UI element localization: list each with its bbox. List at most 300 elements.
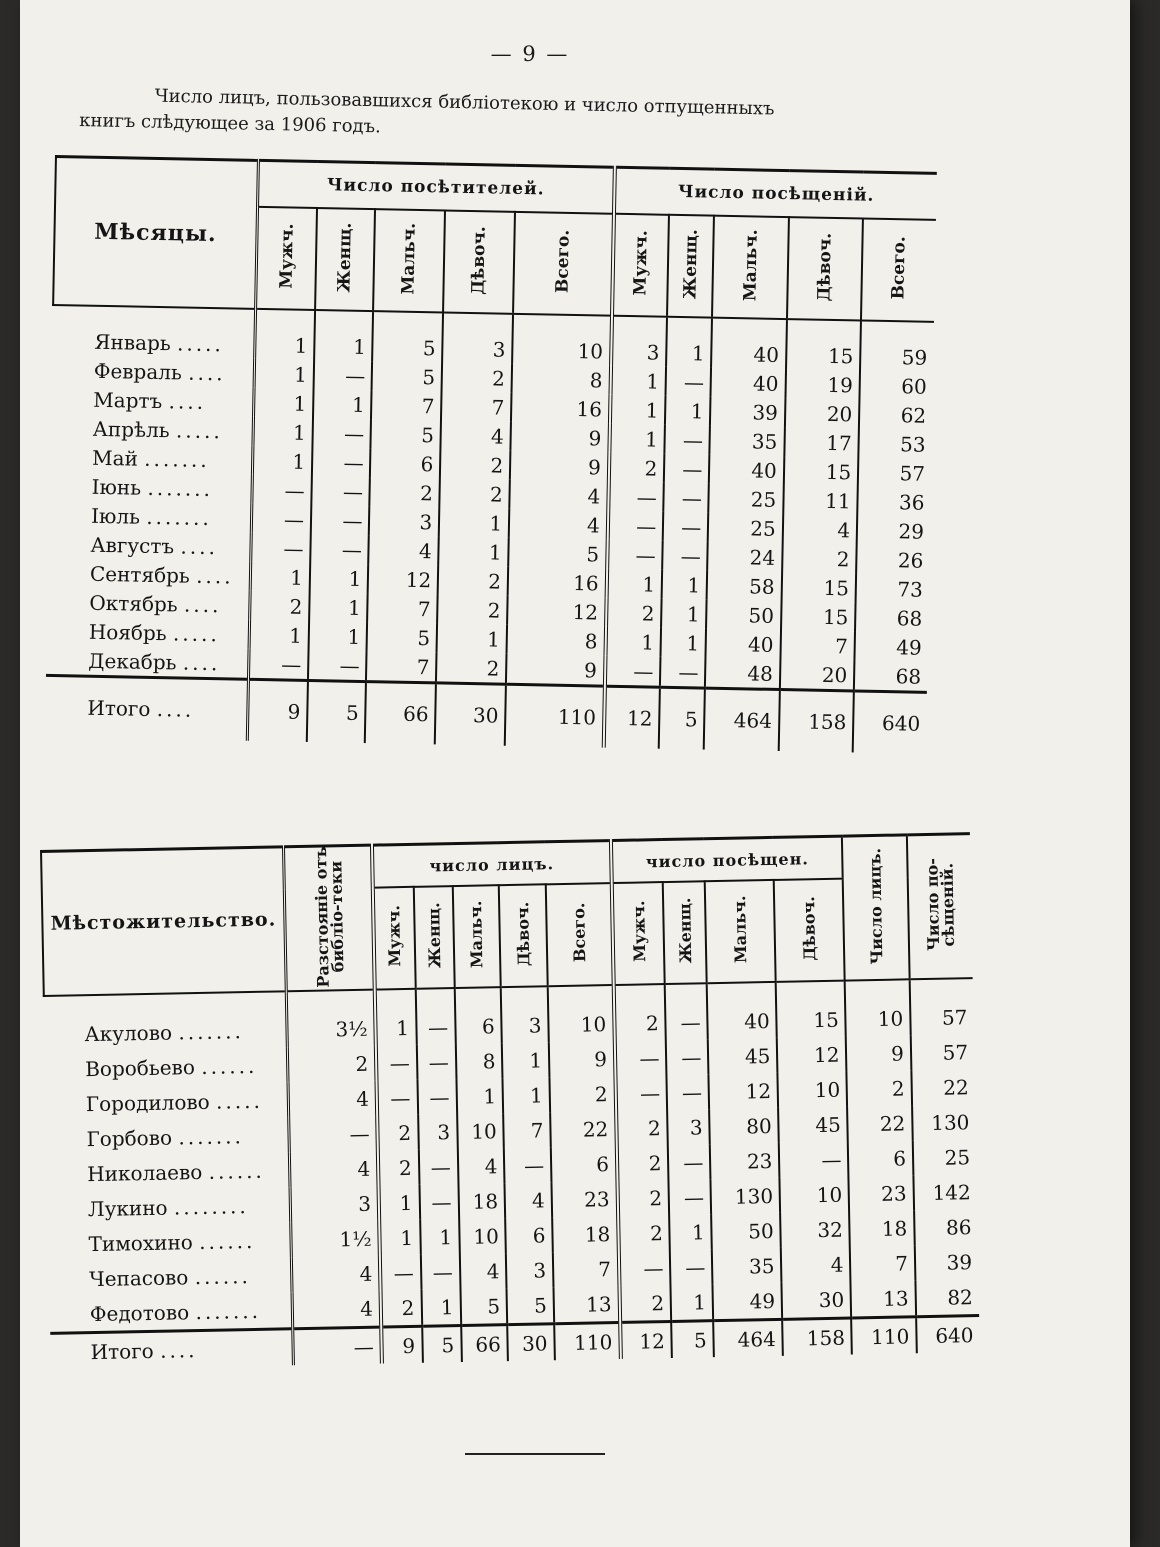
table-cell: 110 (505, 684, 605, 747)
visits-count-header: Число по-сѣщеній. (907, 834, 973, 980)
table-cell: 1 (502, 1042, 549, 1078)
leader-dots: .... (159, 1337, 198, 1363)
row-label-text: Городилово (85, 1089, 210, 1116)
table-cell: 2 (250, 591, 310, 621)
table-cell: 2 (287, 1046, 376, 1083)
bottom-rule (465, 1453, 605, 1455)
table-cell: — (663, 512, 709, 542)
table-cell: — (415, 988, 455, 1045)
table-cell: 2 (440, 449, 510, 479)
row-label-text: Воробьево (84, 1054, 196, 1081)
table-cell: 1 (610, 366, 666, 396)
table-cell: 2 (549, 1076, 616, 1112)
row-label-text: Акулово (84, 1020, 173, 1046)
table-cell: — (419, 1184, 459, 1220)
leader-dots: ....... (178, 1018, 245, 1044)
table-cell: — (666, 1039, 709, 1075)
row-label-text: Тимохино (88, 1229, 194, 1256)
table-cell: 57 (911, 1034, 975, 1070)
row-label (50, 442, 253, 475)
table-cell: 3 (290, 1186, 379, 1223)
total-label (45, 675, 249, 740)
row-label-text: Іюль (90, 503, 141, 529)
table-cell: 9 (381, 1326, 422, 1363)
table-cell: 13 (851, 1280, 916, 1318)
intro-line-1: Число лицъ, пользовавшихся библіотекою и число отпущенныхъ (154, 85, 775, 120)
table-cell: — (607, 511, 663, 541)
table-cell: 1 (314, 310, 373, 361)
table-cell: 2 (847, 1070, 912, 1106)
table-cell: 25 (913, 1139, 977, 1175)
table-cell: 464 (713, 1319, 783, 1357)
table-cell: 17 (784, 427, 859, 457)
table-cell: 40 (711, 318, 786, 369)
table-cell: 15 (781, 601, 856, 631)
table-cell: 4 (289, 1151, 378, 1188)
row-label (48, 558, 251, 591)
table-cell: 62 (859, 399, 932, 429)
table-cell: 2 (613, 984, 666, 1041)
table-cell: 68 (854, 660, 927, 692)
table-cell: 58 (707, 571, 782, 601)
table-cell: 1 (671, 1284, 714, 1321)
visits2-men-header: Мужч. (612, 882, 665, 985)
row-label (50, 1292, 293, 1333)
table-cell: — (605, 656, 661, 688)
table-cell: — (289, 1116, 378, 1153)
row-label-text: Октябрь (89, 590, 178, 616)
table-cell: 130 (711, 1178, 781, 1214)
table-cell: 1 (255, 309, 315, 360)
table-cell: — (504, 1147, 551, 1183)
persons-girls-header: Дѣвоч. (499, 884, 548, 987)
table-cell: 1 (503, 1077, 550, 1113)
table-cell: — (608, 482, 664, 512)
table-cell: 640 (853, 691, 927, 754)
table-cell: 5 (367, 622, 437, 652)
table-cell: 4 (441, 420, 511, 450)
table-cell: 12 (777, 1037, 847, 1073)
table-cell: — (418, 1149, 458, 1185)
table-cell: 1 (605, 627, 661, 657)
row-label (52, 305, 255, 359)
leader-dots: .... (195, 563, 234, 589)
visitors-total-header: Всего. (513, 212, 614, 316)
table-cell: 10 (459, 1218, 506, 1254)
table-cell: — (663, 483, 709, 513)
table-cell: 11 (783, 485, 858, 515)
row-label (49, 500, 252, 533)
table-cell: — (308, 650, 367, 682)
visits2-girls-header: Дѣвоч. (774, 879, 845, 982)
row-label-text: Апрѣль (92, 416, 170, 442)
table-cell: 18 (458, 1183, 505, 1219)
table-cell: 9 (506, 654, 605, 686)
table-cell: — (311, 505, 370, 535)
row-label (49, 471, 252, 504)
table-cell: 1 (662, 570, 708, 600)
table-cell: 20 (785, 398, 860, 428)
table-cell: 12 (603, 686, 660, 749)
table-cell: 36 (857, 486, 930, 516)
table-cell: 2 (438, 565, 508, 595)
table-cell: 9 (846, 1035, 911, 1071)
row-label (52, 355, 255, 388)
row-label (46, 1082, 289, 1122)
table-cell: 2 (618, 1215, 670, 1251)
table-cell: — (619, 1250, 671, 1286)
table-cell: 39 (915, 1244, 979, 1280)
table-cell: 1 (253, 417, 313, 447)
table-cell: 15 (784, 456, 859, 486)
table-cell: 15 (786, 319, 861, 370)
leader-dots: ..... (176, 330, 225, 356)
row-label-text: Чепасово (89, 1264, 189, 1291)
table-cell: 4 (369, 535, 439, 565)
table-cell: — (416, 1044, 456, 1080)
table-cell: 4 (292, 1291, 381, 1329)
table-cell: 35 (710, 426, 785, 456)
visitors-group-header: Число посѣтителей. (258, 160, 615, 213)
table-cell: 1 (254, 359, 314, 389)
row-label-text: Январь (94, 329, 172, 355)
table-cell: 464 (704, 688, 780, 751)
table-cell: 6 (370, 448, 440, 478)
table-cell: 2 (609, 453, 665, 483)
table-cell: 10 (780, 1177, 850, 1213)
leader-dots: ..... (172, 620, 221, 646)
table-cell: — (312, 418, 371, 448)
leader-dots: .... (180, 533, 219, 559)
intro-text (79, 82, 950, 152)
monthly-table (44, 155, 937, 754)
table-cell: 2 (619, 1285, 671, 1322)
table-cell: 18 (552, 1216, 619, 1252)
table-cell: 7 (780, 630, 855, 660)
table-cell: — (252, 475, 312, 505)
row-label (46, 645, 249, 679)
table-cell: 4 (459, 1253, 506, 1289)
row-label-text: Ноябрь (88, 619, 167, 645)
table-cell: 1 (456, 1078, 503, 1114)
row-label (49, 1257, 292, 1297)
table-cell: — (293, 1327, 382, 1365)
table-cell: 1 (609, 424, 665, 454)
table-cell: 23 (710, 1143, 780, 1179)
table-cell: 7 (441, 391, 511, 421)
distance-column-header: Разстояніе отъ библіо-теки (283, 845, 374, 991)
table-cell: 22 (911, 1069, 975, 1105)
table-cell: 6 (505, 1217, 552, 1253)
leader-dots: .... (168, 388, 207, 414)
table-cell: 23 (849, 1175, 914, 1211)
table-cell: — (667, 1074, 710, 1110)
table-cell: 13 (553, 1286, 620, 1324)
table-cell: 40 (706, 629, 781, 659)
table-cell: 23 (551, 1181, 618, 1217)
table-cell: 39 (710, 397, 785, 427)
row-label-text: Итого (90, 1338, 154, 1364)
leader-dots: .... (182, 650, 221, 675)
table-cell: 1 (606, 569, 662, 599)
table-cell: 2 (782, 543, 857, 573)
leader-dots: ....... (178, 1123, 245, 1149)
table-cell: 1 (661, 628, 707, 658)
table-cell: 4 (781, 1247, 851, 1283)
table-cell: 3 (369, 506, 439, 536)
table-cell: 5 (508, 538, 607, 569)
table-cell: 20 (780, 659, 855, 691)
table-cell: 5 (372, 361, 442, 391)
table-cell: 1 (665, 396, 711, 426)
table-cell: 158 (782, 1318, 852, 1356)
table-cell: 73 (856, 573, 929, 603)
table-cell: 45 (708, 1038, 778, 1074)
table-cell: — (670, 1249, 713, 1285)
row-label (45, 1047, 288, 1087)
table-cell: 40 (711, 368, 786, 398)
table-cell: 22 (847, 1105, 912, 1141)
table-cell: 3 (667, 1109, 710, 1145)
visitors-boys-header: Мальч. (373, 209, 445, 312)
table-cell: 40 (707, 982, 777, 1039)
table-cell: 2 (436, 652, 506, 684)
table-cell: 32 (780, 1212, 850, 1248)
table-cell: — (251, 533, 311, 563)
table-cell: 2 (616, 1110, 668, 1146)
leader-dots: ....... (195, 1298, 262, 1324)
table-cell: 640 (916, 1316, 980, 1354)
table-cell: 2 (381, 1290, 422, 1327)
table-cell: 80 (709, 1108, 779, 1144)
leader-dots: ....... (147, 475, 214, 501)
table-cell: 10 (778, 1072, 848, 1108)
table-cell: 1 (666, 317, 712, 368)
table-cell: — (665, 425, 711, 455)
table-cell: 1 (439, 507, 509, 537)
row-label (47, 616, 250, 649)
persons-women-header: Женщ. (413, 886, 454, 989)
place-column-header: Мѣстожительство. (41, 847, 286, 996)
table-cell: 86 (914, 1209, 978, 1245)
leader-dots: ....... (144, 446, 211, 472)
table-cell: 1 (249, 620, 309, 650)
table-cell: 1 (379, 1185, 420, 1221)
table-cell: — (669, 1179, 712, 1215)
table-cell: 9 (510, 451, 609, 482)
table-cell: 26 (856, 544, 929, 574)
table-cell: 2 (378, 1150, 419, 1186)
table-cell: — (662, 541, 708, 571)
table-cell: 30 (435, 683, 506, 746)
table-cell: 35 (712, 1248, 782, 1284)
leader-dots: .... (156, 697, 195, 722)
table-cell: — (615, 1075, 667, 1111)
row-label (48, 529, 251, 562)
row-label-text: Итого (87, 695, 151, 721)
table-cell: 8 (507, 625, 606, 656)
table-cell: — (312, 447, 371, 477)
table-cell: 5 (671, 1321, 714, 1358)
table-cell: 3 (611, 316, 667, 367)
table-cell: 15 (776, 981, 846, 1038)
table-cell: 10 (457, 1113, 504, 1149)
table-cell: 8 (512, 364, 611, 395)
visitors-women-header: Женщ. (315, 208, 375, 311)
table-cell: 7 (368, 593, 438, 623)
row-label-text: Августъ (90, 532, 175, 558)
row-label (48, 1222, 291, 1262)
table-cell: — (314, 360, 373, 390)
table-cell: 50 (711, 1213, 781, 1249)
table-cell: 2 (437, 594, 507, 624)
table-cell: 40 (709, 455, 784, 485)
visits-men-header: Мужч. (612, 214, 669, 317)
residence-table (40, 832, 980, 1370)
table-cell: 5 (659, 687, 705, 749)
table-cell: 5 (371, 419, 441, 449)
table-cell: — (615, 1040, 667, 1076)
leader-dots: .... (183, 592, 222, 617)
visitors-men-header: Мужч. (256, 207, 317, 310)
table-cell: 1 (438, 536, 508, 566)
row-label-text: Николаево (86, 1159, 203, 1186)
row-label (46, 1117, 289, 1157)
table-cell: 66 (461, 1325, 508, 1362)
table-cell: 1 (669, 1214, 712, 1250)
table-cell: 2 (617, 1180, 669, 1216)
leader-dots: ....... (146, 504, 213, 530)
persons-count-header: Число лицъ. (842, 835, 909, 981)
table-cell: 59 (860, 321, 934, 372)
table-cell: — (665, 983, 708, 1040)
table-cell: — (376, 1045, 417, 1081)
table-cell: 4 (505, 1182, 552, 1218)
table-cell: 9 (549, 1041, 616, 1077)
table-cell: 110 (554, 1322, 621, 1360)
table-cell: 82 (915, 1279, 979, 1317)
table-cell: 53 (858, 428, 931, 458)
table-cell: — (251, 504, 311, 534)
table-cell: 2 (606, 598, 662, 628)
table-cell: 1 (379, 1220, 420, 1256)
table-cell: 66 (365, 682, 436, 745)
table-cell: 68 (855, 602, 928, 632)
row-label-text: Февраль (93, 358, 183, 384)
row-label (50, 413, 253, 446)
table-cell: 1 (610, 395, 666, 425)
table-cell: — (248, 649, 308, 681)
table-cell: 3 (418, 1114, 458, 1150)
table-cell: 1 (252, 446, 312, 476)
table-cell: 1 (420, 1219, 460, 1255)
table-cell: 16 (508, 567, 607, 598)
persons-group-header: число лицъ. (372, 841, 611, 888)
table-cell: 24 (707, 542, 782, 572)
leader-dots: ..... (175, 417, 224, 443)
page-number: — 9 — (490, 42, 570, 66)
visits-girls-header: Дѣвоч. (787, 217, 863, 320)
row-label-text: Лукино (87, 1195, 168, 1221)
table-cell: 30 (507, 1324, 554, 1361)
table-cell: 49 (713, 1283, 783, 1321)
table-cell: — (779, 1142, 849, 1178)
table-cell: 2 (440, 478, 510, 508)
table-cell: 12 (709, 1073, 779, 1109)
table-cell: 10 (845, 979, 911, 1036)
table-cell: 2 (377, 1115, 418, 1151)
leader-dots: ..... (215, 1088, 264, 1114)
table-cell: 130 (912, 1104, 976, 1140)
table-cell: 57 (858, 457, 931, 487)
table-cell: 7 (553, 1251, 620, 1287)
table-cell: — (380, 1255, 421, 1291)
table-cell: 50 (706, 600, 781, 630)
table-cell: 1 (250, 562, 310, 592)
book-page (20, 0, 1130, 1547)
table-cell: 1 (375, 989, 417, 1046)
table-cell: 1 (310, 563, 369, 593)
leader-dots: .... (188, 360, 226, 385)
table-cell: 7 (850, 1245, 915, 1281)
row-label-text: Іюнь (91, 474, 142, 500)
table-cell: 5 (422, 1326, 462, 1363)
table-cell: 45 (778, 1107, 848, 1143)
table-cell: 6 (454, 987, 502, 1044)
table-cell: 10 (548, 985, 615, 1042)
table-cell: 4 (457, 1148, 504, 1184)
table-cell: — (660, 657, 706, 688)
table-cell: 158 (778, 690, 854, 753)
month-column-header: Мѣсяцы. (53, 157, 258, 309)
table-cell: 7 (366, 651, 436, 683)
table-cell: 2 (442, 362, 512, 392)
table-cell: 60 (860, 370, 933, 400)
total-label (50, 1329, 293, 1370)
table-cell: 12 (368, 564, 438, 594)
row-label (47, 1152, 290, 1192)
leader-dots: ...... (208, 1158, 266, 1184)
intro-line-2: книгъ слѣдующее за 1906 годъ. (78, 109, 382, 138)
table-cell: 3 (501, 986, 549, 1043)
table-cell: 30 (782, 1282, 852, 1320)
table-cell: 1 (421, 1289, 461, 1326)
table-cell: 3 (506, 1252, 553, 1288)
table-cell: — (420, 1254, 460, 1290)
table-cell: 3½ (286, 990, 376, 1048)
table-cell: — (666, 367, 712, 397)
table-cell: 29 (857, 515, 930, 545)
table-cell: 4 (509, 480, 608, 511)
row-label-text: Мартъ (93, 387, 163, 413)
table-cell: 16 (511, 393, 610, 424)
table-cell: — (377, 1080, 418, 1116)
row-label (48, 1187, 291, 1227)
row-label-text: Май (91, 445, 139, 471)
row-label-text: Федотово (89, 1299, 190, 1326)
table-cell: — (607, 540, 663, 570)
table-cell: 22 (550, 1111, 617, 1147)
visitors-girls-header: Дѣвоч. (443, 211, 515, 314)
table-cell: 6 (551, 1146, 618, 1182)
table-cell: 9 (247, 679, 308, 742)
table-cell: 4 (288, 1081, 377, 1118)
residence-table-body (44, 978, 980, 1370)
table-cell: 7 (503, 1112, 550, 1148)
table-cell: 1 (309, 592, 368, 622)
table-cell: 12 (507, 596, 606, 627)
row-label-text: Сентябрь (89, 561, 191, 588)
